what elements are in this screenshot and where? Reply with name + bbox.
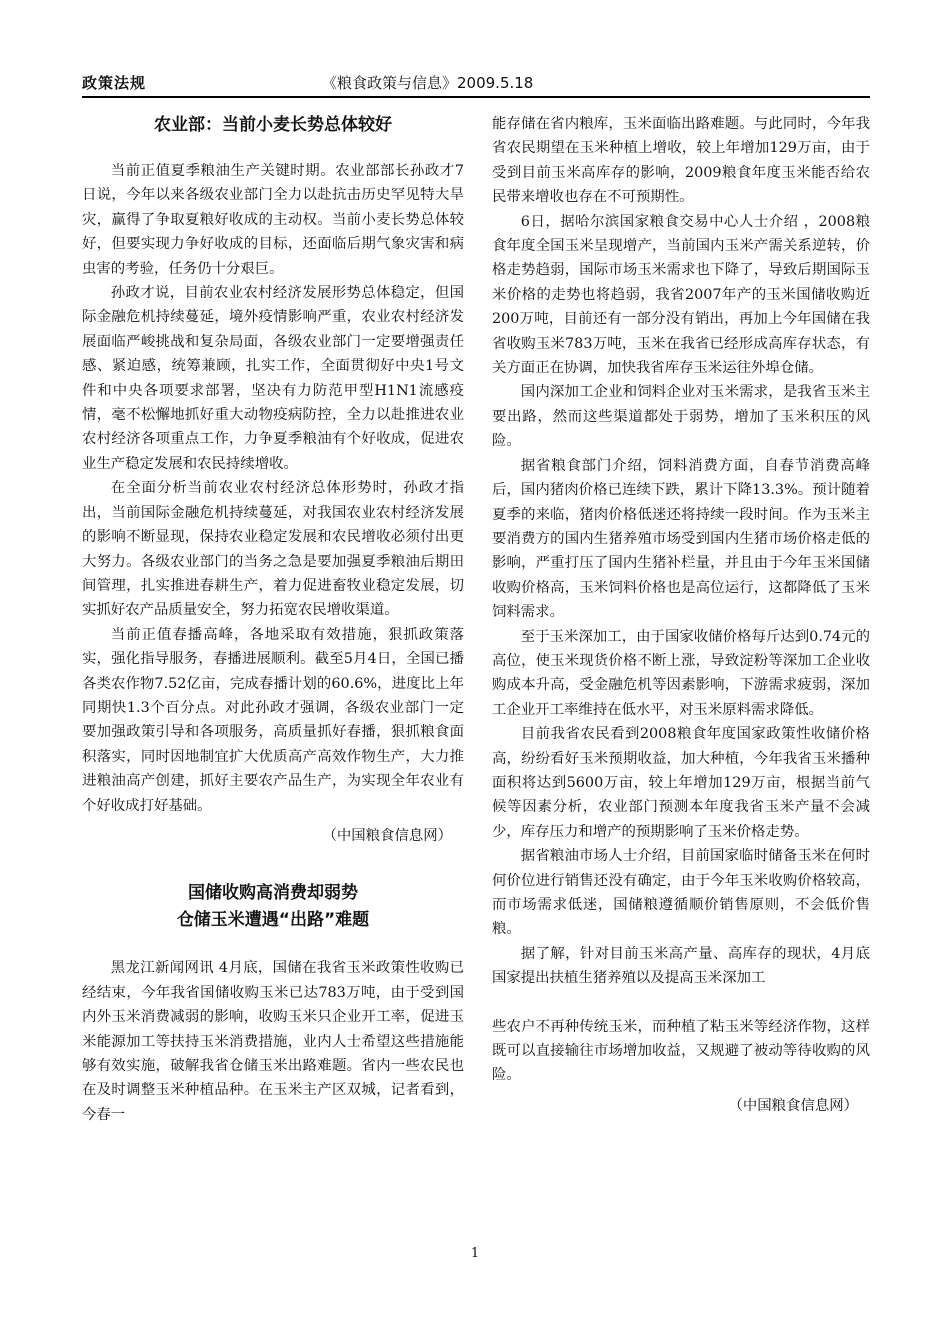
article1-source: （中国粮食信息网） — [322, 827, 452, 844]
article2-paragraph: 目前我省农民看到2008粮食年度国家政策性收储价格高，纷纷看好玉米预期收益，加大种植，今年我省玉米播种面积将达到5600万亩，较上年增加129万亩，根据当前气候等因素分析，农业部门预测本年度我省玉米产量不会减少，库存压力和增产的预期影响了玉米价格走势。 — [492, 726, 870, 840]
article1-paragraph: 当前正值春播高峰，各地采取有效措施，狠抓政策落实，强化指导服务，春播进展顺利。截至5月4日，全国已播各类农作物7.52亿亩，完成春播计划的60.6%，进度比上年同期快1.3个百分点。对此孙政才强调，各级农业部门一定要加强政策引导和各项服务，高质量抓好春播，狠抓粮食面积落实，同时因地制宜扩大优质高产高效作物生产，大力推进粮油高产创建，抓好主要农产品生产，为实现全年农业有个好收成打好基础。 — [82, 626, 464, 814]
page-number: 1 — [470, 1246, 480, 1261]
journal-issue: 《粮食政策与信息》2009.5.18 — [322, 74, 534, 92]
article2-paragraph: 国内深加工企业和饲料企业对玉米需求，是我省玉米主要出路，然而这些渠道都处于弱势，增加了玉米积压的风险。 — [492, 384, 870, 450]
article2-paragraph: 6日，据哈尔滨国家粮食交易中心人士介绍 ，2008粮食年度全国玉米呈现增产，当前国内玉米产需关系逆转，价格走势趋弱，国际市场玉米需求也下降了，导致后期国际玉米价格的走势也将趋弱，我省2007年产的玉米国储收购近200万吨，目前还有一部分没有销出，再加上今年国储在我省收购玉米783万吨，玉米在我省已经形成高库存状态，有关方面正在协调，加快我省库存玉米运往外埠仓储。 — [492, 213, 870, 377]
section-label: 政策法规 — [82, 74, 147, 92]
article1-paragraph: 在全面分析当前农业农村经济总体形势时，孙政才指出，当前国际金融危机持续蔓延，对我国农业农村经济发展的影响不断显现，保持农业稳定发展和农民增收必须付出更大努力。各级农业部门的当务之急是要加强夏季粮油后期田间管理，扎实推进春耕生产，着力促进畜牧业稳定发展，切实抓好农产品质量安全，努力拓宽农民增收渠道。 — [82, 480, 464, 619]
article2-paragraph: 据省粮油市场人士介绍，目前国家临时储备玉米在何时何价位进行销售还没有确定，由于今年玉米收购价格较高，而市场需求低迷，国储粮遵循顺价销售原则，不会低价售粮。 — [492, 848, 870, 938]
right-column — [492, 112, 870, 1118]
article2-paragraph: 据省粮食部门介绍，饲料消费方面，自春节消费高峰后，国内猪肉价格已连续下跌，累计下降13.3%。预计随着夏季的来临，猪肉价格低迷还将持续一段时间。作为玉米主要消费方的国内生猪养殖市场受到国内生猪市场价格走低的影响，严重打压了国内生猪补栏量，并且由于今年玉米国储收购价格高，玉米饲料价格也是高位运行，这都降低了玉米饲料需求。 — [492, 457, 870, 621]
column-gap — [492, 991, 870, 1015]
article2-title-line2: 仓储玉米遭遇“出路”难题 — [176, 910, 370, 931]
article2-paragraph: 据了解，针对目前玉米高产量、高库存的现状，4月底国家提出扶植生猪养殖以及提高玉米深加工 — [492, 945, 870, 987]
article2-paragraph: 黑龙江新闻网讯 4月底，国储在我省玉米政策性收购已经结束，今年我省国储收购玉米已达783万吨，由于受到国内外玉米消费减弱的影响，收购玉米只企业开工率，促进玉米能源加工等扶持玉米消费措施，业内人士希望这些措施能够有效实施，破解我省仓储玉米出路难题。省内一些农民也在及时调整玉米种植品种。在玉米主产区双城，记者看到，今春一 — [82, 960, 464, 1123]
article1-paragraph: 孙政才说，目前农业农村经济发展形势总体稳定，但国际金融危机持续蔓延，境外疫情影响严重，农业农村经济发展面临严峻挑战和复杂局面，各级农业部门一定要增强责任感、紧迫感，统筹兼顾，扎实工作，全面贯彻好中央1号文件和中央各项要求部署，坚决有力防范甲型H1N1流感疫情，毫不松懈地抓好重大动物疫病防控，全力以赴推进农业农村经济各项重点工作，力争夏季粮油有个好收成，促进农业生产稳定发展和农民持续增收。 — [82, 285, 464, 472]
article2-continuation: 能存储在省内粮库，玉米面临出路难题。与此同时，今年我省农民期望在玉米种植上增收，较上年增加129万亩，由于受到目前玉米高库存的影响，2009粮食年度玉米能否给农民带来增收也存在不可预期性。 — [492, 116, 870, 206]
page-header — [82, 70, 870, 98]
article1-paragraph: 当前正值夏季粮油生产关键时期。农业部部长孙政才7日说，今年以来各级农业部门全力以赴抗击历史罕见特大旱灾，赢得了争取夏粮好收成的主动权。当前小麦长势总体较好，但要实现力争好收成的目标，还面临后期气象灾害和病虫害的考验，任务仍十分艰巨。 — [82, 163, 464, 277]
left-column — [82, 112, 464, 1127]
article2-source: （中国粮食信息网） — [728, 1097, 858, 1114]
article2-tail: 些农户不再种传统玉米，而种植了粘玉米等经济作物，这样既可以直接输往市场增加收益，又规避了被动等待收购的风险。 — [492, 1018, 870, 1084]
article1-title: 农业部：当前小麦长势总体较好 — [154, 115, 392, 135]
article2-paragraph: 至于玉米深加工，由于国家收储价格每斤达到0.74元的高位，使玉米现货价格不断上涨，导致淀粉等深加工企业收购成本升高，受金融危机等因素影响，下游需求疲弱，深加工企业开工率维持在低水平，对玉米原料需求降低。 — [492, 628, 870, 718]
article2-title — [82, 880, 464, 934]
article2-title-line1: 国储收购高消费却弱势 — [188, 883, 358, 904]
